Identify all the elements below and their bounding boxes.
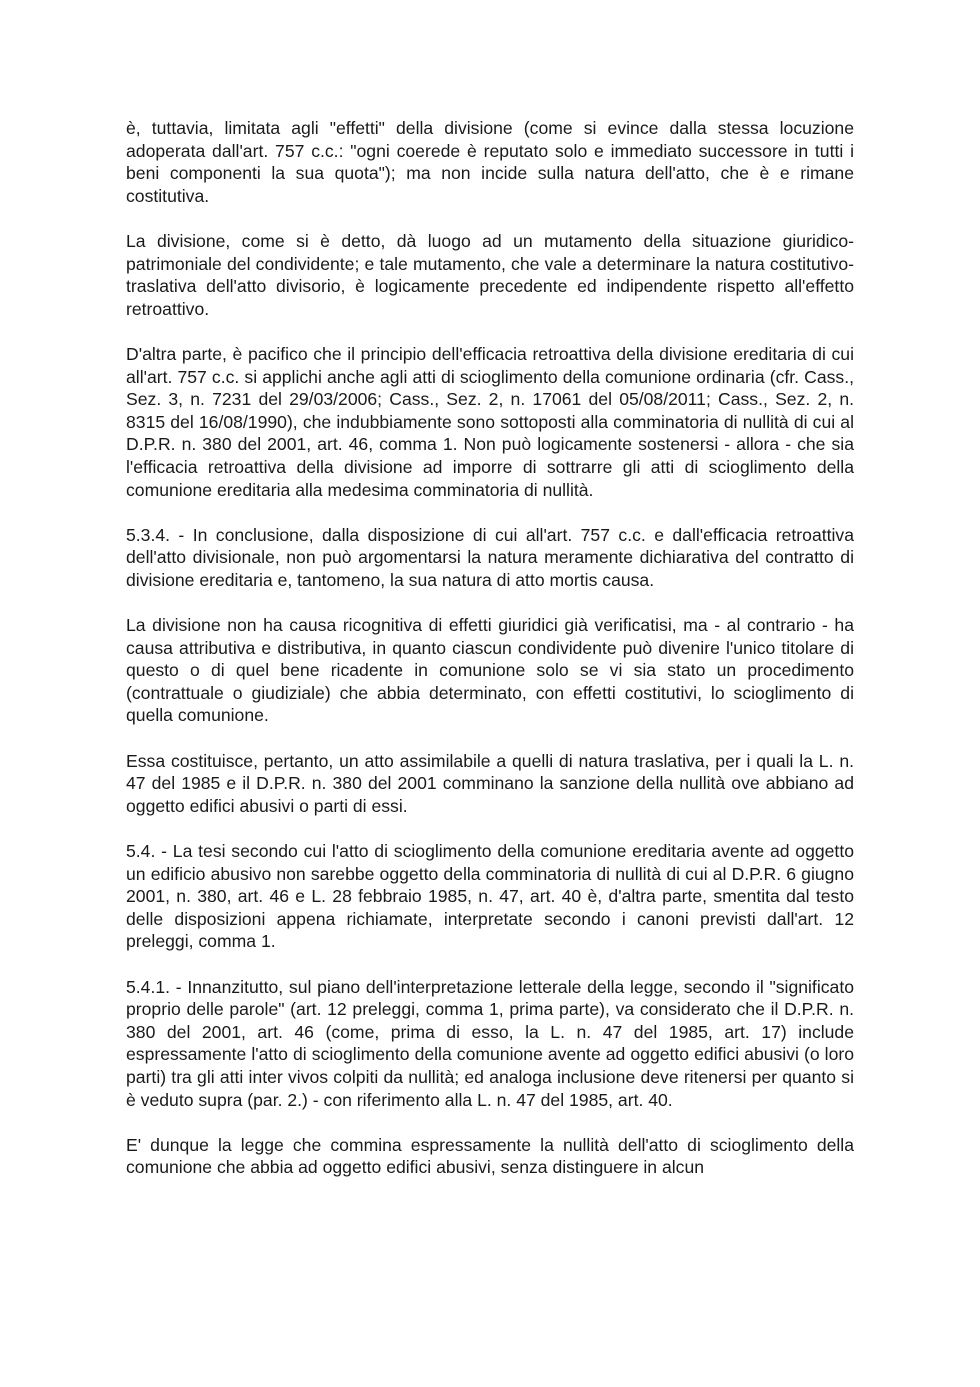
paragraph-1: è, tuttavia, limitata agli "effetti" della divisione (come si evince dalla stessa locuzione adoperata dall'art. 757 c.c.: "ogni coerede è reputato solo e immediato successore in tutti i beni componenti la sua quota"); ma non incide sulla natura dell'atto, che è e rimane costitutiva.: [126, 118, 854, 206]
document-page: [126, 117, 854, 1179]
paragraph-3: D'altra parte, è pacifico che il principio dell'efficacia retroattiva della divisione ereditaria di cui all'art. 757 c.c. si applichi anche agli atti di scioglimento della comunione ordinaria (cfr. Cass., Sez. 3, n. 7231 del 29/03/2006; Cass., Sez. 2, n. 17061 del 05/08/2011; Cass., Sez. 2, n. 8315 del 16/08/1990), che indubbiamente sono sottoposti alla comminatoria di nullità di cui al D.P.R. n. 380 del 2001, art. 46, comma 1. Non può logicamente sostenersi - allora - che sia l'efficacia retroattiva della divisione ad imporre di sottrarre gli atti di scioglimento della comunione ereditaria alla medesima comminatoria di nullità.: [126, 343, 854, 500]
paragraph-2: La divisione, come si è detto, dà luogo ad un mutamento della situazione giuridico-patrimoniale del condividente; e tale mutamento, che vale a determinare la natura costitutivo-traslativa dell'atto divisorio, è logicamente precedente ed indipendente rispetto all'effetto retroattivo.: [126, 230, 854, 319]
paragraph-9: E' dunque la legge che commina espressamente la nullità dell'atto di scioglimento della comunione che abbia ad oggetto edifici abusivi, senza distinguere in alcun: [126, 1134, 854, 1178]
paragraph-6: Essa costituisce, pertanto, un atto assimilabile a quelli di natura traslativa, per i quali la L. n. 47 del 1985 e il D.P.R. n. 380 del 2001 comminano la sanzione della nullità ove abbiano ad oggetto edifici abusivi o parti di essi.: [126, 750, 854, 816]
paragraph-4: 5.3.4. - In conclusione, dalla disposizione di cui all'art. 757 c.c. e dall'efficacia retroattiva dell'atto divisionale, non può argomentarsi la natura meramente dichiarativa del contratto di divisione ereditaria e, tantomeno, la sua natura di atto mortis causa.: [126, 524, 854, 590]
paragraph-5: La divisione non ha causa ricognitiva di effetti giuridici già verificatisi, ma - al contrario - ha causa attributiva e distributiva, in quanto ciascun condividente può divenire l'unico titolare di questo o di quel bene ricadente in comunione solo se vi sia stato un procedimento (contrattuale o giudiziale) che abbia determinato, con effetti costitutivi, lo scioglimento di quella comunione.: [126, 615, 854, 726]
paragraph-7: 5.4. - La tesi secondo cui l'atto di scioglimento della comunione ereditaria avente ad oggetto un edificio abusivo non sarebbe oggetto della comminatoria di nullità di cui al D.P.R. 6 giugno 2001, n. 380, art. 46 e L. 28 febbraio 1985, n. 47, art. 40 è, d'altra parte, smentita dal testo delle disposizioni appena richiamate, interpretate secondo i canoni previsti dall'art. 12 preleggi, comma 1.: [126, 841, 854, 952]
paragraph-8: 5.4.1. - Innanzitutto, sul piano dell'interpretazione letterale della legge, secondo il "significato proprio delle parole" (art. 12 preleggi, comma 1, prima parte), va considerato che il D.P.R. n. 380 del 2001, art. 46 (come, prima di esso, la L. n. 47 del 1985, art. 17) include espressamente l'atto di scioglimento della comunione avente ad oggetto edifici abusivi (o loro parti) tra gli atti inter vivos colpiti da nullità; ed analoga inclusione deve ritenersi per quanto si è veduto supra (par. 2.) - con riferimento alla L. n. 47 del 1985, art. 40.: [126, 976, 854, 1110]
